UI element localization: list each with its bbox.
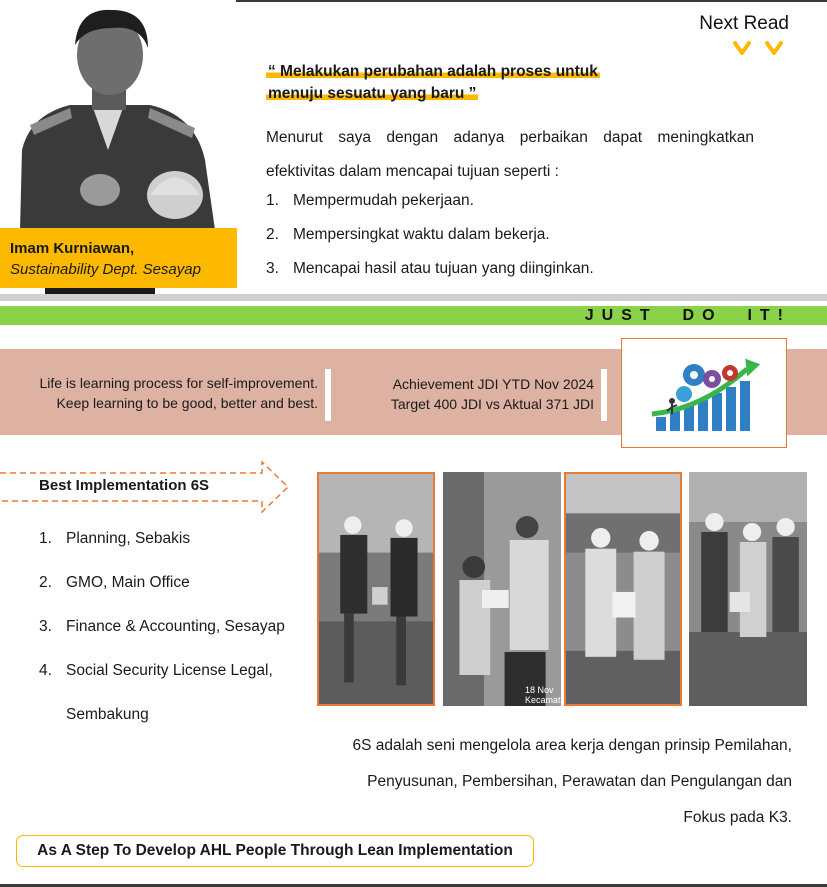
opinion-paragraph: Menurut saya dengan adanya perbaikan dapat meningkatkan efektivitas dalam mencapai tujuan seperti : bbox=[266, 129, 754, 180]
growth-illustration bbox=[621, 338, 787, 448]
list-item: 4. Social Security License Legal, bbox=[39, 662, 273, 679]
band-separator bbox=[325, 369, 331, 421]
footer-tagline: As A Step To Develop AHL People Through Lean Implementation bbox=[16, 835, 534, 867]
photo-date-stamp: 18 Nov Kecamata bbox=[525, 685, 566, 705]
name-plate bbox=[0, 228, 237, 288]
photo-social-security-sembakung bbox=[689, 472, 807, 706]
photo-finance-sesayap bbox=[564, 472, 682, 706]
growth-chart-icon bbox=[622, 339, 786, 447]
author-name: Imam Kurniawan, bbox=[10, 240, 135, 257]
just-do-it-slogan: JUST DO IT! bbox=[584, 307, 791, 324]
achievement-text: Achievement JDI YTD Nov 2024 Target 400 JDI vs Aktual 371 JDI bbox=[390, 376, 594, 412]
next-read-label[interactable]: Next Read bbox=[699, 13, 789, 34]
list-item: 2. Mempersingkat waktu dalam bekerja. bbox=[266, 226, 550, 243]
learning-motto: Life is learning process for self-improvement. Keep learning to be good, better and best. bbox=[39, 375, 318, 411]
list-item: Sembakung bbox=[66, 706, 149, 723]
divider-gray bbox=[0, 294, 827, 301]
list-item: 1. Mempermudah pekerjaan. bbox=[266, 192, 474, 209]
quote-line-2: menuju sesuatu yang baru ” bbox=[268, 85, 477, 102]
list-item: 2. GMO, Main Office bbox=[39, 574, 190, 591]
opinion-list bbox=[266, 184, 594, 286]
list-item: 1. Planning, Sebakis bbox=[39, 530, 191, 547]
band-separator bbox=[601, 369, 607, 421]
6s-description: 6S adalah seni mengelola area kerja dengan prinsip Pemilahan, Penyusunan, Pembersihan, Perawatan dan Pengulangan dan Fokus pada K3. bbox=[352, 737, 792, 826]
quote bbox=[266, 61, 600, 105]
next-read-chevrons[interactable] bbox=[732, 40, 786, 58]
photo-planning-sebakis bbox=[317, 472, 435, 706]
chevron-down-icon bbox=[732, 40, 752, 56]
author-title: Sustainability Dept. Sesayap bbox=[10, 261, 201, 278]
list-item: 3. Mencapai hasil atau tujuan yang diinginkan. bbox=[266, 260, 594, 277]
best-impl-list bbox=[39, 517, 285, 737]
quote-line-1: “ Melakukan perubahan adalah proses untuk bbox=[268, 63, 598, 80]
chevron-down-icon bbox=[764, 40, 784, 56]
photo-gmo-main-office bbox=[443, 472, 561, 706]
best-impl-label: Best Implementation 6S bbox=[39, 477, 210, 494]
list-item: 3. Finance & Accounting, Sesayap bbox=[39, 618, 285, 635]
